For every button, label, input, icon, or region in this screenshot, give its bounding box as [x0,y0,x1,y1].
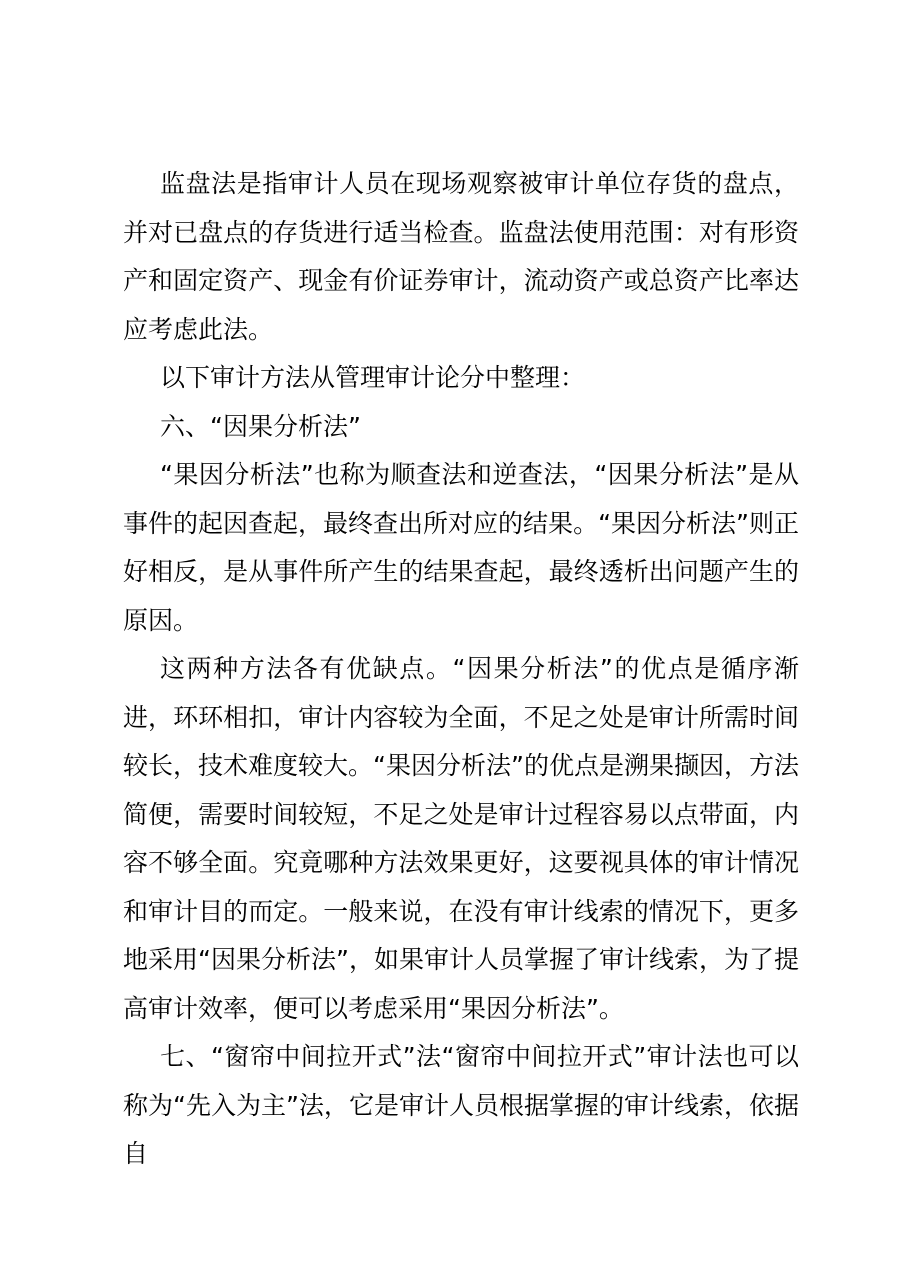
section-heading-six: 六、“因果分析法” [160,411,361,441]
section-heading-seven: 七、“窗帘中间拉开式”法“窗帘中间拉开式”审计法也可以称为“先入为主”法，它是审计人员根据掌握的审计线索，依据自 [123,1042,799,1168]
paragraph-source-note: 以下审计方法从管理审计论分中整理： [160,363,586,392]
paragraph-inventory-observation: 监盘法是指审计人员在现场观察被审计单位存货的盘点，并对已盘点的存货进行适当检查。监盘法使用范围：对有形资产和固定资产、现金有价证券审计，流动资产或总资产比率达应考虑此法。 [123,169,799,344]
paragraph-forward-backward: “果因分析法”也称为顺查法和逆查法，“因果分析法”是从事件的起因查起，最终查出所对应的结果。“果因分析法”则正好相反，是从事件所产生的结果查起，最终透析出问题产生的原因。 [123,460,799,635]
document-page [123,160,799,1179]
paragraph-pros-cons: 这两种方法各有优缺点。“因果分析法”的优点是循序渐进，环环相扣，审计内容较为全面，不足之处是审计所需时间较长，技术难度较大。“果因分析法”的优点是溯果撷因，方法简便，需要时间较短，不足之处是审计过程容易以点带面，内容不够全面。究竟哪种方法效果更好，这要视具体的审计情况和审计目的而定。一般来说，在没有审计线索的情况下，更多地采用“因果分析法”，如果审计人员掌握了审计线索，为了提高审计效率，便可以考虑采用“果因分析法”。 [123,654,799,1023]
